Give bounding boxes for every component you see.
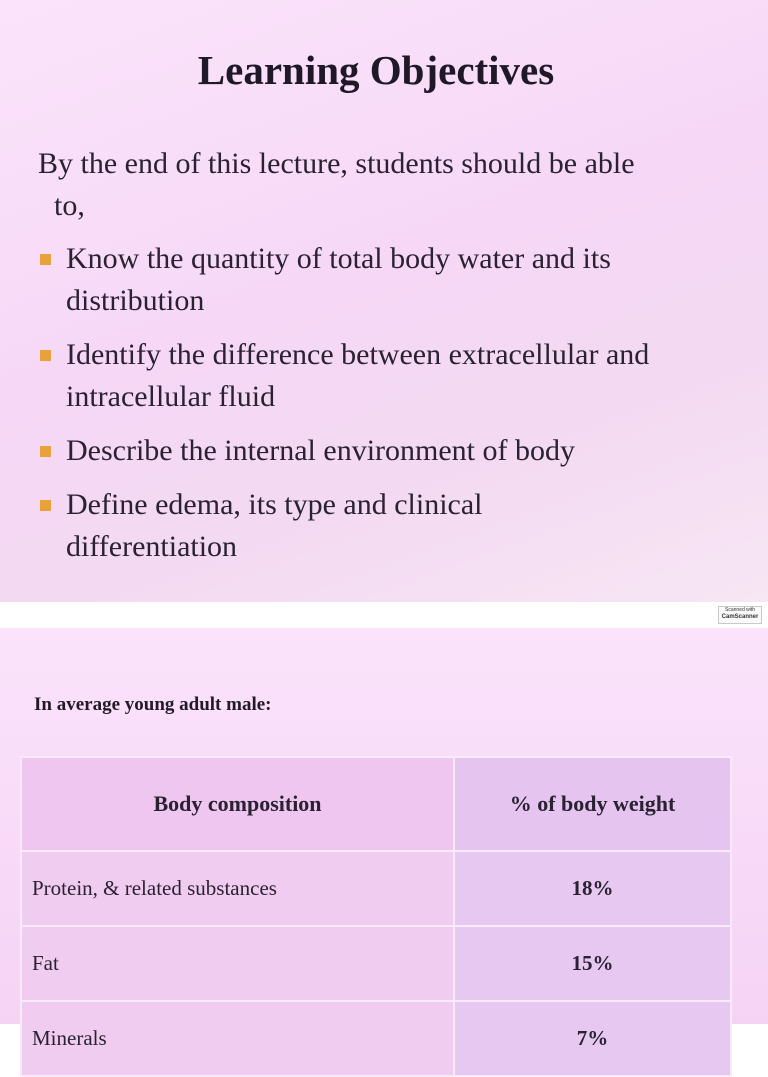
table-cell-component: Protein, & related substances <box>21 851 454 926</box>
intro-text <box>38 143 738 227</box>
objective-line-1: Know the quantity of total body water and its <box>66 242 611 275</box>
table-cell-percent: 15% <box>454 926 731 1001</box>
body-composition-slide <box>0 628 768 1050</box>
table-row <box>21 851 731 926</box>
body-composition-table <box>20 756 732 1077</box>
objectives-list <box>38 238 738 580</box>
bullet-square-icon <box>40 446 51 457</box>
bullet-square-icon <box>40 500 51 511</box>
objective-item <box>38 484 738 568</box>
objective-line-2: differentiation <box>66 530 238 563</box>
table-row <box>21 926 731 1001</box>
objective-line-2: intracellular fluid <box>66 380 276 413</box>
intro-line-1: By the end of this lecture, students should be able <box>38 147 635 180</box>
table-cell-component: Minerals <box>21 1001 454 1076</box>
objective-line-1: Identify the difference between extracellular and <box>66 338 650 371</box>
bullet-square-icon <box>40 350 51 361</box>
slide-title: Learning Objectives <box>197 47 555 93</box>
objective-item <box>38 430 738 472</box>
column-header-composition: Body composition <box>21 757 454 851</box>
scanner-badge <box>718 606 762 624</box>
table-header-row <box>21 757 731 851</box>
slide-subtitle: In average young adult male: <box>34 694 272 715</box>
objective-item <box>38 334 738 418</box>
objective-item <box>38 238 738 322</box>
bullet-square-icon <box>40 254 51 265</box>
scanner-badge-caption: Scanned with <box>724 607 756 613</box>
column-header-percent: % of body weight <box>454 757 731 851</box>
scanner-badge-brand: CamScanner <box>721 614 759 620</box>
objective-line-2: distribution <box>66 284 205 317</box>
table-cell-percent: 18% <box>454 851 731 926</box>
table-cell-percent: 7% <box>454 1001 731 1076</box>
objective-line-1: Define edema, its type and clinical <box>66 488 483 521</box>
page-gap <box>0 602 768 628</box>
table-cell-component: Fat <box>21 926 454 1001</box>
table-row <box>21 1001 731 1076</box>
objective-line-1: Describe the internal environment of body <box>66 434 576 467</box>
intro-line-2: to, <box>54 189 85 222</box>
